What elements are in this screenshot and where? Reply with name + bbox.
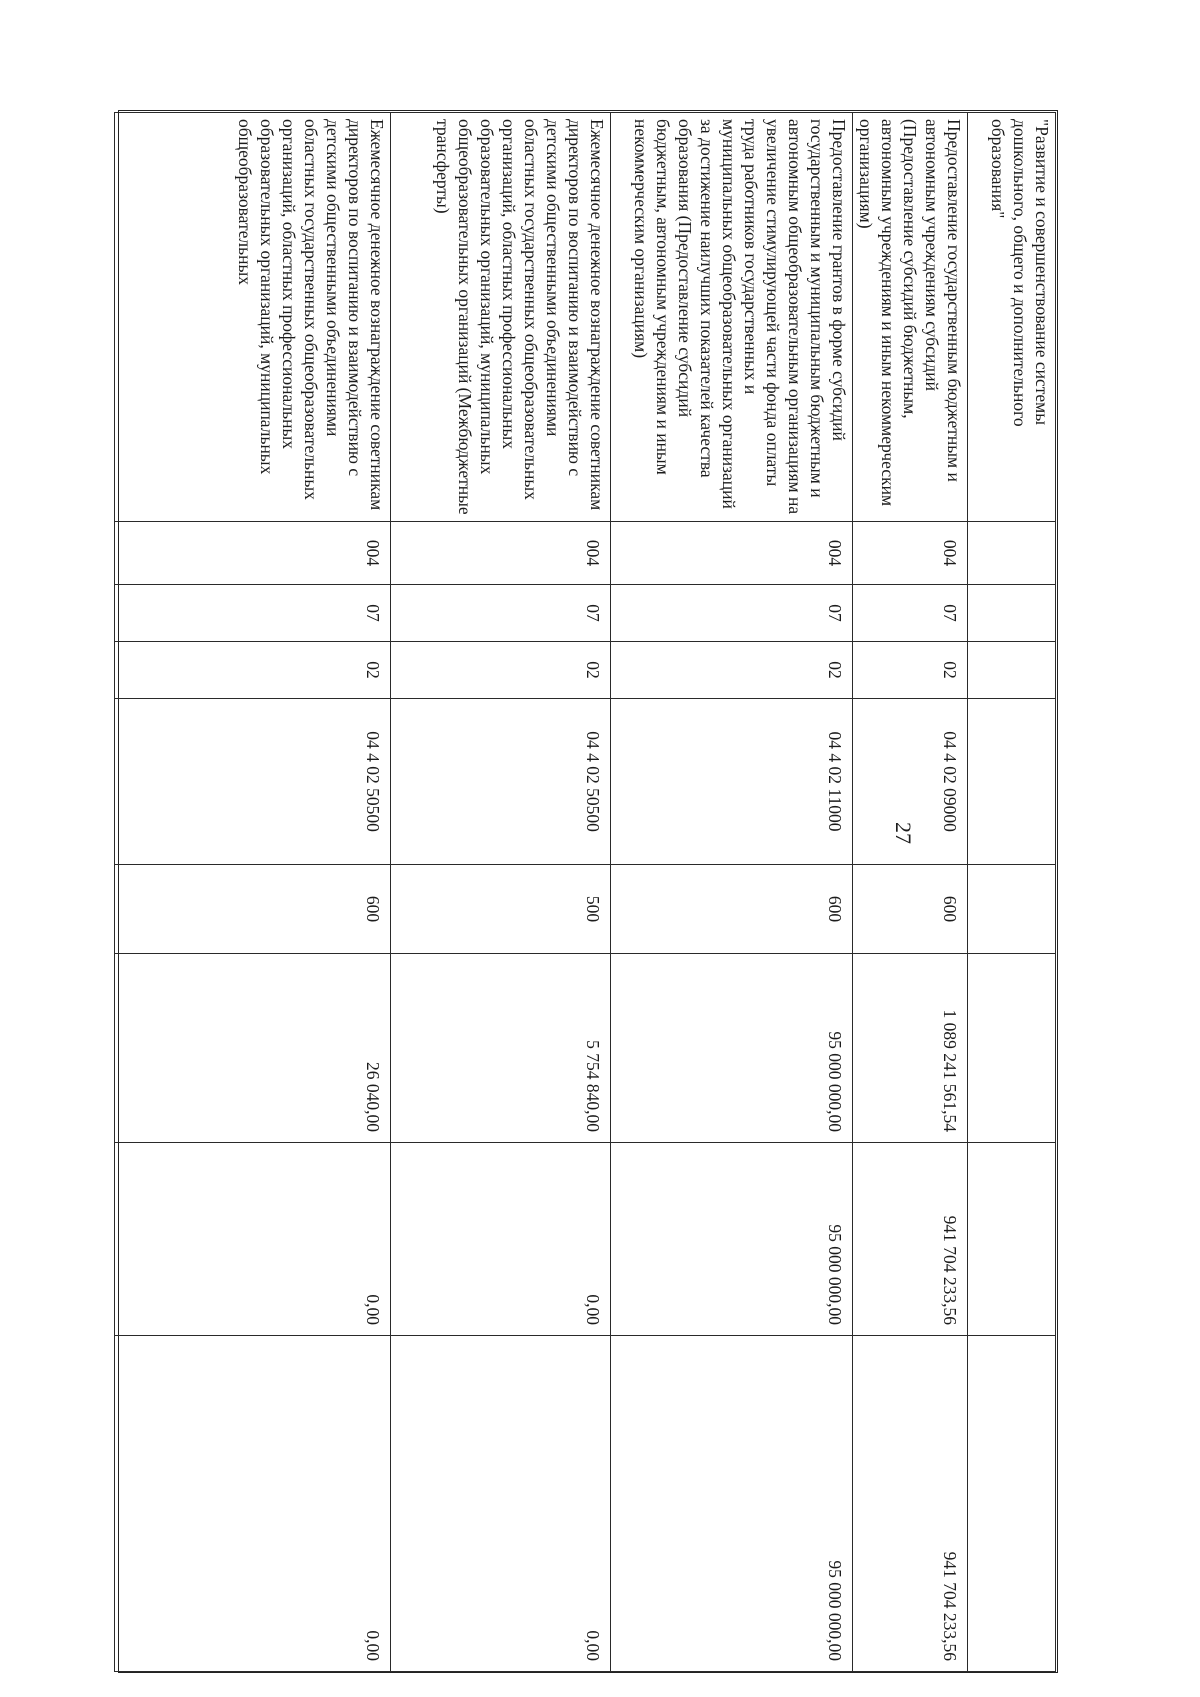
amount-year-2: 941 704 233,56 <box>853 1143 968 1336</box>
target-article-code: 04 4 02 50500 <box>391 699 611 865</box>
amount-year-3: 0,00 <box>115 1336 391 1672</box>
target-article-code: 04 4 02 11000 <box>611 699 853 865</box>
amount-year-3: 95 000 000,00 <box>611 1336 853 1672</box>
target-article-code: 04 4 02 09000 <box>853 699 968 865</box>
page-number: 27 <box>891 822 916 844</box>
row-description: "Развитие и совершенствование системы дошкольного, общего и дополнительного образования" <box>968 113 1056 522</box>
table-row <box>115 113 391 1672</box>
row-description: Ежемесячное денежное вознаграждение советникам директоров по воспитанию и взаимодействию с детскими общественными объединениями областных государственных общеобразовательных организаций, областных профессиональных образовательных организаций, муниципальных общеобразовательных организаций (Межбюджетные трансферты) <box>391 113 611 522</box>
section-code <box>968 585 1056 642</box>
row-description: Ежемесячное денежное вознаграждение советникам директоров по воспитанию и взаимодействию с детскими общественными объединениями областных государственных общеобразовательных организаций, областных профессиональных образовательных организаций, муниципальных общеобразовательных <box>115 113 391 522</box>
amount-year-2: 0,00 <box>115 1143 391 1336</box>
expense-type-code: 600 <box>611 865 853 954</box>
expense-type-code: 500 <box>391 865 611 954</box>
amount-year-1: 95 000 000,00 <box>611 954 853 1143</box>
amount-year-2 <box>968 1143 1056 1336</box>
ministry-code <box>968 522 1056 585</box>
table-row <box>968 113 1056 1672</box>
subsection-code: 02 <box>391 642 611 699</box>
target-article-code <box>968 699 1056 865</box>
table-row <box>391 113 611 1672</box>
amount-year-1: 26 040,00 <box>115 954 391 1143</box>
amount-year-1: 1 089 241 561,54 <box>853 954 968 1143</box>
amount-year-3 <box>968 1336 1056 1672</box>
budget-table <box>114 112 1056 1672</box>
subsection-code: 02 <box>853 642 968 699</box>
section-code: 07 <box>391 585 611 642</box>
amount-year-2: 95 000 000,00 <box>611 1143 853 1336</box>
subsection-code <box>968 642 1056 699</box>
amount-year-3: 941 704 233,56 <box>853 1336 968 1672</box>
expense-type-code: 600 <box>115 865 391 954</box>
table-row <box>611 113 853 1672</box>
budget-table-rotated <box>120 112 1056 1671</box>
section-code: 07 <box>853 585 968 642</box>
section-code: 07 <box>115 585 391 642</box>
target-article-code: 04 4 02 50500 <box>115 699 391 865</box>
ministry-code: 004 <box>115 522 391 585</box>
expense-type-code: 600 <box>853 865 968 954</box>
section-code: 07 <box>611 585 853 642</box>
subsection-code: 02 <box>115 642 391 699</box>
table-row <box>853 113 968 1672</box>
ministry-code: 004 <box>391 522 611 585</box>
amount-year-1: 5 754 840,00 <box>391 954 611 1143</box>
amount-year-2: 0,00 <box>391 1143 611 1336</box>
row-description: Предоставление государственным бюджетным и автономным учреждениям субсидий (Предоставление субсидий бюджетным, автономным учреждениям и иным некоммерческим организациям) <box>853 113 968 522</box>
ministry-code: 004 <box>611 522 853 585</box>
expense-type-code <box>968 865 1056 954</box>
amount-year-3: 0,00 <box>391 1336 611 1672</box>
subsection-code: 02 <box>611 642 853 699</box>
row-description: Предоставление грантов в форме субсидий государственным и муниципальным бюджетным и автономным общеобразовательным организациям на увеличение стимулирующей части фонда оплаты труда работников государственных и муниципальных общеобразовательных организаций за достижение наилучших показателей качества образования (Предоставление субсидий бюджетным, автономным учреждениям и иным некоммерческим организациям) <box>611 113 853 522</box>
ministry-code: 004 <box>853 522 968 585</box>
amount-year-1 <box>968 954 1056 1143</box>
